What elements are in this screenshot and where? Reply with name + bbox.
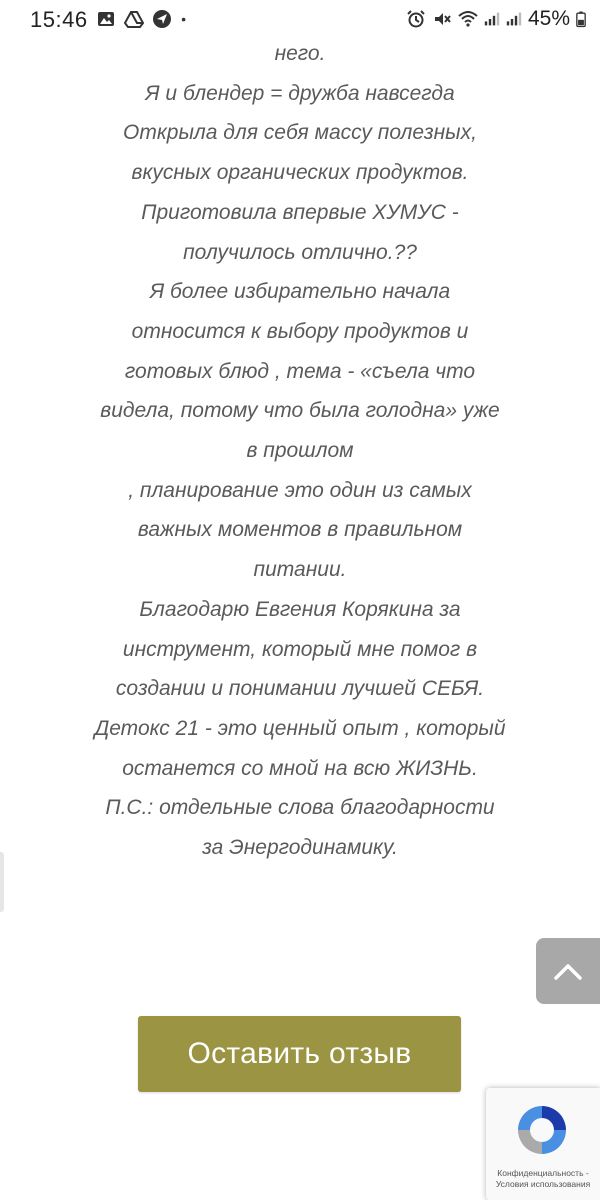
recaptcha-logo-icon xyxy=(514,1102,570,1158)
review-line: относится к выбору продуктов и xyxy=(131,319,469,343)
mute-icon xyxy=(432,9,452,29)
signal-icon xyxy=(506,9,522,29)
navigation-icon xyxy=(152,9,172,29)
review-line: получилось отлично.?? xyxy=(183,240,417,264)
review-line: Я и блендер = дружба навсегда xyxy=(145,81,455,105)
chevron-up-icon xyxy=(553,961,583,981)
review-line: готовых блюд , тема - «съела что xyxy=(124,359,476,383)
recaptcha-links[interactable] xyxy=(486,1168,600,1190)
status-right-icons xyxy=(406,7,586,31)
status-time: 15:46 xyxy=(30,7,88,32)
recaptcha-privacy-link[interactable]: Конфиденциальность - xyxy=(497,1168,589,1178)
review-line: него. xyxy=(274,42,326,65)
review-text xyxy=(60,34,540,868)
review-line: питании. xyxy=(253,558,347,582)
scroll-to-top-button[interactable] xyxy=(536,938,600,1004)
recaptcha-terms-link[interactable]: Условия использования xyxy=(495,1179,591,1189)
edge-handle xyxy=(0,852,4,912)
wifi-icon xyxy=(458,9,478,29)
review-line: останется со мной на всю ЖИЗНЬ. xyxy=(122,756,478,780)
review-line: Открыла для себя массу полезных, xyxy=(123,121,477,145)
review-line: П.С.: отдельные слова благодарности xyxy=(105,796,495,820)
battery-percent: 45% xyxy=(527,7,570,30)
alarm-icon xyxy=(406,9,426,29)
leave-review-button[interactable]: Оставить отзыв xyxy=(138,1016,461,1092)
image-icon xyxy=(96,9,116,29)
review-line: за Энергодинамику. xyxy=(202,836,398,860)
review-line: вкусных органических продуктов. xyxy=(131,161,469,185)
review-line: Я более избирательно начала xyxy=(149,280,451,304)
review-line: Детокс 21 - это ценный опыт , который xyxy=(94,716,506,740)
review-line: Приготовила впервые ХУМУС - xyxy=(141,200,459,224)
review-line: инструмент, который мне помог в xyxy=(122,637,478,661)
signal-icon xyxy=(484,9,500,29)
review-line: видела, потому что была голодна» уже xyxy=(100,399,500,423)
review-line: Благодарю Евгения Корякина за xyxy=(139,597,461,621)
dot-icon xyxy=(180,9,192,29)
recaptcha-badge[interactable] xyxy=(486,1088,600,1200)
drive-icon xyxy=(124,9,144,29)
review-line: важных моментов в правильном xyxy=(137,518,463,542)
review-line: в прошлом xyxy=(246,439,354,463)
review-line: , планирование это один из самых xyxy=(128,478,472,502)
review-line: создании и понимании лучшей СЕБЯ. xyxy=(115,677,485,701)
battery-icon xyxy=(576,9,586,29)
status-left-icons xyxy=(96,9,192,29)
